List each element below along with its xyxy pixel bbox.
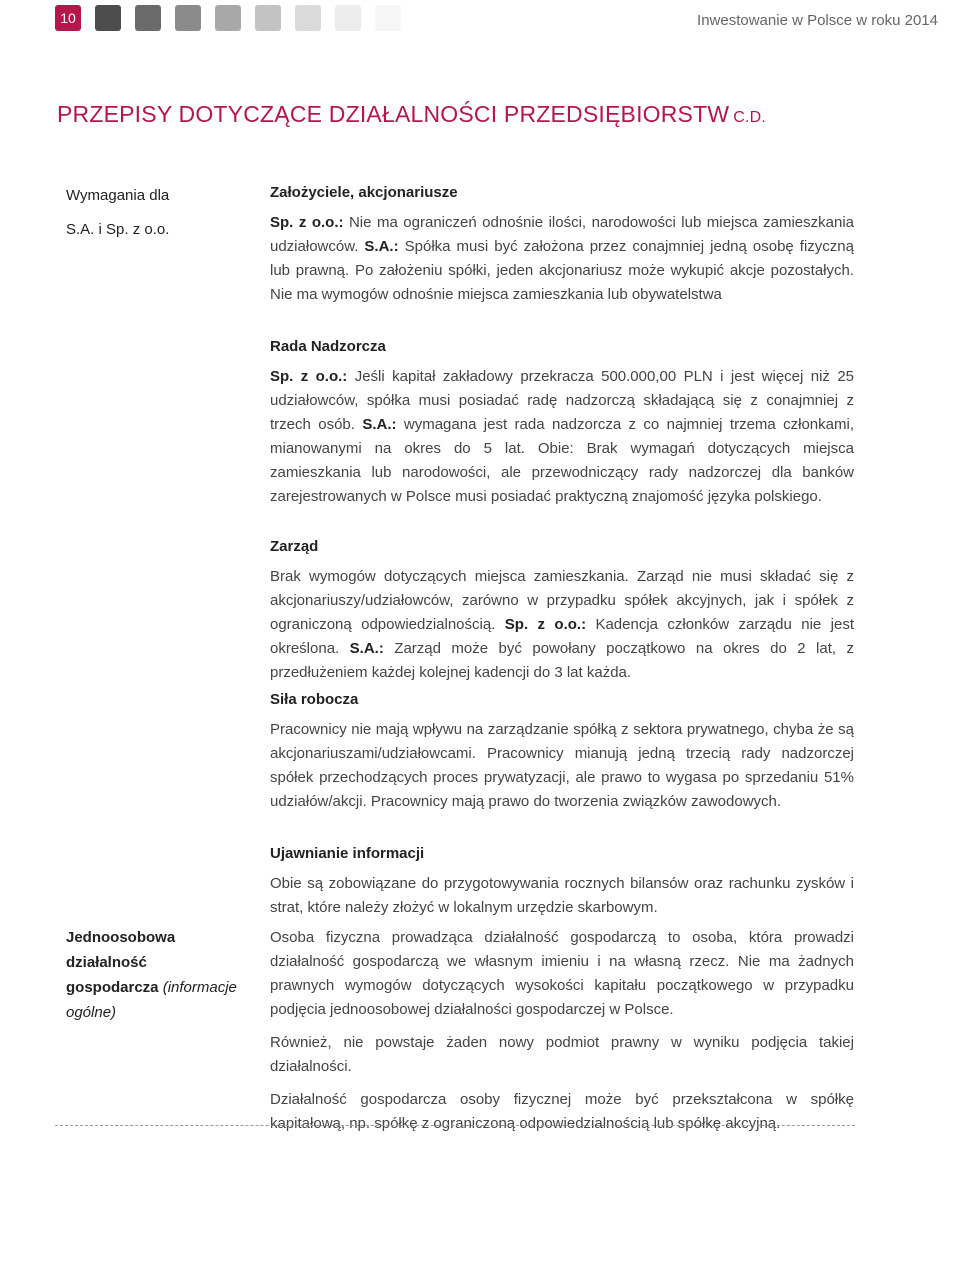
- management-heading: Zarząd: [270, 538, 319, 555]
- sole-prop-label-bold1: Jednoosobowa: [66, 929, 176, 946]
- disclosure-section: [270, 845, 854, 920]
- requirements-label: [66, 183, 251, 242]
- header-square: [215, 5, 241, 31]
- workforce-text: Pracownicy nie mają wpływu na zarządzanie spółką z sektora prywatnego, chyba że są akcjonariuszami/udziałowcami. Pracownicy mianują jedną trzecią rady nadzorczej spółek przechodzących proces prywatyzacji, ale prawo to wygasa po sprzedaniu 51% udziałów/akcji. Pracownicy mają prawo do tworzenia związków zawodowych.: [270, 721, 854, 810]
- disclosure-text: Obie są zobowiązane do przygotowywania rocznych bilansów oraz rachunku zysków i strat, które należy złożyć w lokalnym urzędzie skarbowym.: [270, 875, 854, 916]
- management-t4: S.A.:: [349, 640, 384, 657]
- sole-prop-label-bold3: gospodarcza: [66, 979, 159, 996]
- bottom-divider: [55, 1125, 855, 1126]
- founders-t4: Spółka musi być założona przez conajmniej jedną osobę fizyczną lub prawną. Po założeniu spółki, jeden akcjonariusz może wykupić akcje pozostałych. Nie ma wymogów odnośnie miejsca zamieszkania lub obywatelstwa: [270, 238, 854, 303]
- workforce-heading: Siła robocza: [270, 691, 359, 708]
- founders-t1: Sp. z o.o.:: [270, 214, 344, 231]
- founders-t3: S.A.:: [364, 238, 399, 255]
- supervisory-t3: S.A.:: [362, 416, 397, 433]
- management-section: [270, 538, 854, 685]
- supervisory-t2: Jeśli kapitał zakładowy przekracza 500.000,00 PLN i jest więcej niż 25 udziałowców, spółka musi posiadać radę nadzorczą składającą się z conajmniej z trzech osób.: [270, 368, 855, 433]
- header-square: [335, 5, 361, 31]
- founders-section: [270, 184, 854, 307]
- header-square: [175, 5, 201, 31]
- management-t3: Kadencja członków zarządu nie jest określona.: [270, 616, 855, 657]
- management-t2: Sp. z o.o.:: [504, 616, 587, 633]
- management-t5: Zarząd może być powołany początkowo na okres do 2 lat, z przedłużeniem każdej kolejnej kadencji do 3 lat każda.: [270, 640, 855, 681]
- header-square: [295, 5, 321, 31]
- header-square: [255, 5, 281, 31]
- header-bar: [55, 5, 415, 31]
- founders-t2: Nie ma ograniczeń odnośnie ilości, narodowości lub miejsca zamieszkania udziałowców.: [270, 214, 854, 255]
- supervisory-heading: Rada Nadzorcza: [270, 338, 386, 355]
- report-title: Inwestowanie w Polsce w roku 2014: [697, 12, 938, 29]
- header-square: [375, 5, 401, 31]
- sole-prop-p2: Również, nie powstaje żaden nowy podmiot prawny w wyniku podjęcia takiej działalności.: [270, 1034, 854, 1075]
- header-square: [95, 5, 121, 31]
- sole-prop-p3: Działalność gospodarcza osoby fizycznej może być przekształcona w spółkę kapitałową, np. spółkę z ograniczoną odpowiedzialnością lub spółkę akcyjną.: [270, 1091, 854, 1132]
- supervisory-section: [270, 338, 854, 509]
- sole-prop-label-bold2: działalność: [66, 954, 147, 971]
- section-title-main: PRZEPISY DOTYCZĄCE DZIAŁALNOŚCI PRZEDSIĘBIORSTW: [57, 101, 730, 127]
- disclosure-heading: Ujawnianie informacji: [270, 845, 425, 862]
- management-t1: Brak wymogów dotyczących miejsca zamieszkania. Zarząd nie musi składać się z akcjonariuszy/udziałowców, zarówno w przypadku spółek akcyjnych, jak i spółek z ograniczoną odpowiedzialnością.: [270, 568, 854, 633]
- supervisory-t1: Sp. z o.o.:: [270, 368, 348, 385]
- supervisory-text: [270, 365, 854, 509]
- requirements-label-line2: S.A. i Sp. z o.o.: [66, 221, 170, 238]
- sole-prop-p1: Osoba fizyczna prowadząca działalność gospodarczą to osoba, która prowadzi działalność gospodarczą we własnym imieniu i na własną rzecz. Nie ma żadnych prawnych wymogów dotyczących wysokości kapitału początkowego w przypadku podjęcia jednoosobowej działalności gospodarczej w Polsce.: [270, 929, 854, 1018]
- founders-heading: Założyciele, akcjonariusze: [270, 184, 458, 201]
- section-title-suffix: C.D.: [733, 109, 767, 126]
- sole-prop-label: [66, 925, 251, 1025]
- workforce-section: [270, 691, 854, 814]
- requirements-label-line1: Wymagania dla: [66, 187, 170, 204]
- founders-text: [270, 211, 854, 307]
- sole-prop-label-italic2: ogólne): [66, 1004, 117, 1021]
- supervisory-t4: wymagana jest rada nadzorcza z co najmniej trzema członkami, mianowanymi na okres do 5 lat. Obie: Brak wymagań dotyczących miejsca zamieszkania lub narodowości, ale przewodniczący rady nadzorczej dla banków zarejestrowanych w Polsce musi posiadać praktyczną znajomość języka polskiego.: [270, 416, 854, 505]
- header-square: [135, 5, 161, 31]
- section-title: [57, 101, 766, 128]
- page-number-badge: 10: [55, 5, 81, 31]
- sole-prop-section: [270, 926, 854, 1136]
- management-text: [270, 565, 854, 685]
- sole-prop-label-italic: (informacje: [162, 979, 237, 996]
